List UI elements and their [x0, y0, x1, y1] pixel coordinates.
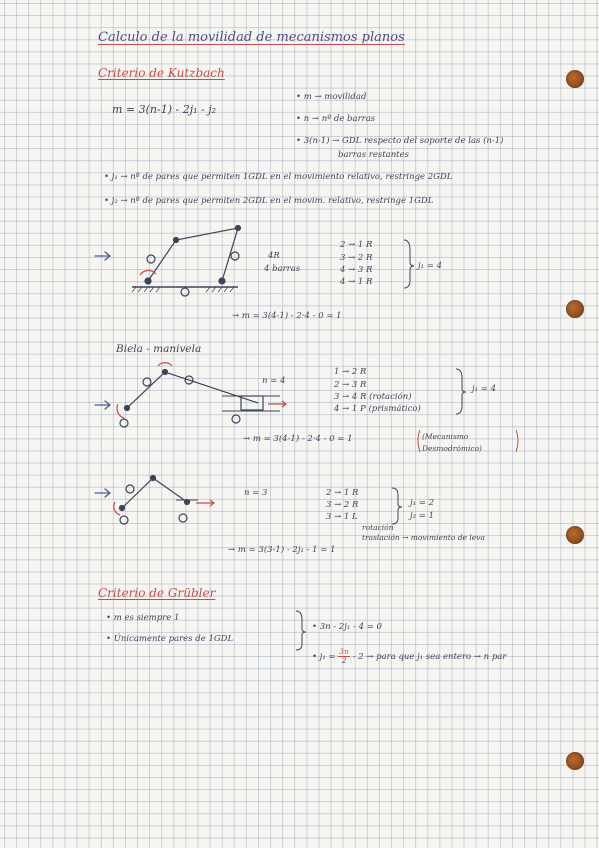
cam-mechanism-sketch [114, 476, 214, 525]
ex1-pair: 3 → 2 R [340, 253, 373, 263]
fraction-numerator: 3n [339, 647, 349, 656]
arrow-icon [95, 252, 110, 260]
ex3-result: → m = 3(3-1) - 2j₁ - 1 = 1 [228, 545, 336, 555]
ex3-j2: j₂ = 1 [410, 511, 434, 521]
ex1-desc-4r: 4R [268, 251, 280, 261]
eq2-suffix: - 2 → para que j₁ sea entero → n par [349, 652, 507, 662]
page-title: Calculo de la movilidad de mecanismos planos [98, 30, 405, 45]
eq2-prefix: • j₁ = [312, 652, 339, 662]
legend-3n-cont: barras restantes [338, 150, 409, 160]
grubler-eq2 [312, 648, 506, 665]
ex1-pair: 2 → 1 R [340, 240, 373, 250]
ex1-pair: 4 → 3 R [340, 265, 373, 275]
legend-3n: • 3(n-1) → GDL respecto del soporte de las (n-1) [296, 136, 504, 146]
arrow-icon [95, 401, 110, 409]
ex3-pair: 3 → 2 R [326, 500, 359, 510]
grubler-heading: Criterio de Grübler [98, 586, 216, 600]
ex3-pair: 3 → 1 L [326, 512, 358, 522]
fraction [338, 648, 350, 665]
legend-m: • m → movilidad [296, 92, 367, 102]
kutzbach-heading: Criterio de Kutzbach [98, 66, 225, 80]
ex2-result: → m = 3(4-1) - 2·4 - 0 = 1 [243, 434, 353, 444]
grubler-item: • m es siempre 1 [106, 613, 180, 623]
ex2-pair: 3 → 4 R (rotación) [334, 392, 412, 402]
ex1-result: → m = 3(4-1) - 2·4 - 0 = 1 [232, 311, 342, 321]
four-bar-linkage-sketch [132, 226, 241, 297]
legend-n: • n → nº de barras [296, 114, 376, 124]
ex2-pair: 4 → 1 P (prismático) [334, 404, 421, 414]
ex1-desc-bars: 4 barras [264, 264, 301, 274]
ex2-n: n = 4 [262, 376, 286, 386]
ex1-pair: 4 → 1 R [340, 277, 373, 287]
slider-crank-sketch [117, 363, 286, 427]
ex3-j1: j₁ = 2 [410, 498, 434, 508]
kutzbach-formula: m = 3(n-1) - 2j₁ - j₂ [112, 103, 217, 116]
ex2-note: Desmodrómico) [422, 444, 482, 453]
ex3-pair: 2 → 1 R [326, 488, 359, 498]
ex2-note: (Mecanismo [422, 432, 469, 441]
j2-note: • j₂ → nº de pares que permiten 2GDL en el movim. relativo, restringe 1GDL [104, 196, 434, 206]
ex2-j1: j₁ = 4 [472, 384, 496, 394]
arrow-icon [95, 489, 110, 497]
fraction-denominator: 2 [341, 656, 347, 665]
biela-manivela-heading: Biela - manivela [116, 343, 202, 355]
ex3-l-note: rotación [362, 523, 394, 532]
j1-note: • j₁ → nº de pares que permiten 1GDL en el movimiento relativo, restringe 2GDL [104, 172, 453, 182]
ex3-l-note: traslación → movimiento de leva [362, 533, 485, 542]
grubler-item: • Únicamente pares de 1GDL [106, 634, 234, 644]
ex3-n: n = 3 [244, 488, 268, 498]
ex2-pair: 2 → 3 R [334, 380, 367, 390]
grubler-eq1: • 3n - 2j₁ - 4 = 0 [312, 622, 382, 632]
ex1-j1: j₁ = 4 [418, 261, 442, 271]
ex2-pair: 1 → 2 R [334, 367, 367, 377]
